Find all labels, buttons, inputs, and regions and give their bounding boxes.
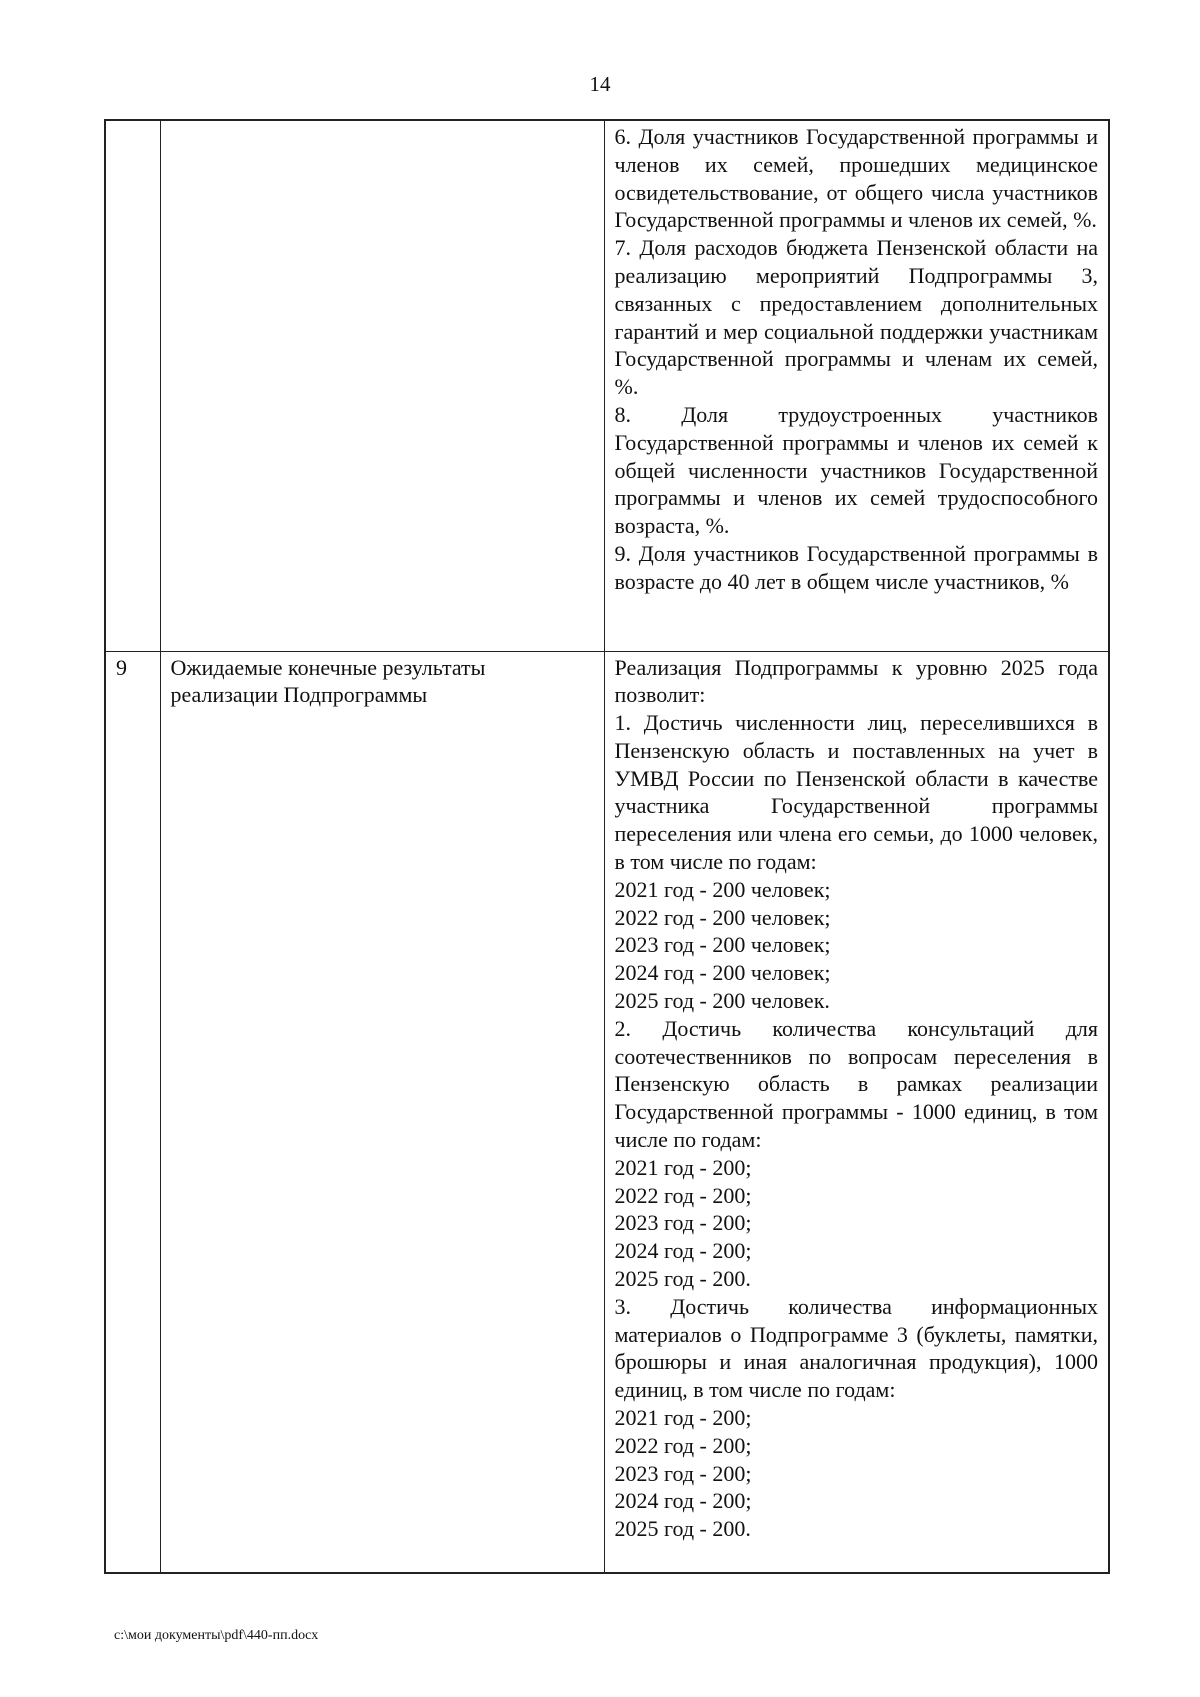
row-value-cell [604,120,1109,651]
indicator-paragraph: 7. Доля расходов бюджета Пензенской области на реализацию мероприятий Подпрограммы 3, связанных с предоставлением дополнительных гарантий и мер социальной поддержки участникам Государственной программы и членам их семей, %. [614,235,1098,400]
year-line: 2023 год - 200 человек; [614,932,831,958]
results-intro: Реализация Подпрограммы к уровню 2025 года позволит: [614,654,1098,708]
file-path-footer: c:\мои документы\pdf\440-пп.docx [114,1628,319,1643]
year-line: 2025 год - 200 человек. [614,988,830,1014]
indicator-paragraph: 6. Доля участников Государственной программы и членов их семей, прошедших медицинское освидетельствование, от общего числа участников Государственной программы и членов их семей, %. [614,124,1098,233]
year-line: 2024 год - 200; [614,1488,752,1514]
result-item: 1. Достичь численности лиц, переселившихся в Пензенскую область и поставленных на учет в УМВД России по Пензенской области в качестве участника Государственной программы переселения или члена его семьи, до 1000 человек, в том числе по годам: [614,710,1098,875]
year-line: 2021 год - 200; [614,1154,752,1180]
page-number: 14 [589,72,611,96]
year-line: 2023 год - 200; [614,1460,752,1486]
year-line: 2024 год - 200; [614,1238,752,1264]
year-line: 2024 год - 200 человек; [614,960,831,986]
indicator-paragraph: 8. Доля трудоустроенных участников Государственной программы и членов их семей к общей численности участников Государственной программы и членов их семей трудоспособного возраста, %. [614,401,1098,539]
indicator-paragraph: 9. Доля участников Государственной программы в возрасте до 40 лет в общем числе участников, % [614,540,1098,594]
row-value-cell [604,651,1109,1573]
year-line: 2022 год - 200 человек; [614,904,831,930]
row-number-cell [105,120,160,651]
table-row [105,120,1109,651]
year-line: 2021 год - 200; [614,1405,752,1431]
row-name-cell [160,120,604,651]
table-row [105,651,1109,1573]
year-line: 2022 год - 200; [614,1432,752,1458]
year-line: 2021 год - 200 человек; [614,876,831,902]
year-line: 2025 год - 200. [614,1516,751,1542]
passport-table [104,119,1110,1574]
year-line: 2025 год - 200. [614,1266,751,1292]
result-item: 2. Достичь количества консультаций для соотечественников по вопросам переселения в Пензенскую область в рамках реализации Государственной программы - 1000 единиц, в том числе по годам: [614,1015,1098,1153]
year-line: 2022 год - 200; [614,1182,752,1208]
row-number-cell: 9 [105,651,160,1573]
result-item: 3. Достичь количества информационных материалов о Подпрограмме 3 (буклеты, памятки, брошюры и иная аналогичная продукция), 1000 единиц, в том числе по годам: [614,1293,1098,1403]
row-name-cell: Ожидаемые конечные результаты реализации Подпрограммы [160,651,604,1573]
year-line: 2023 год - 200; [614,1210,752,1236]
